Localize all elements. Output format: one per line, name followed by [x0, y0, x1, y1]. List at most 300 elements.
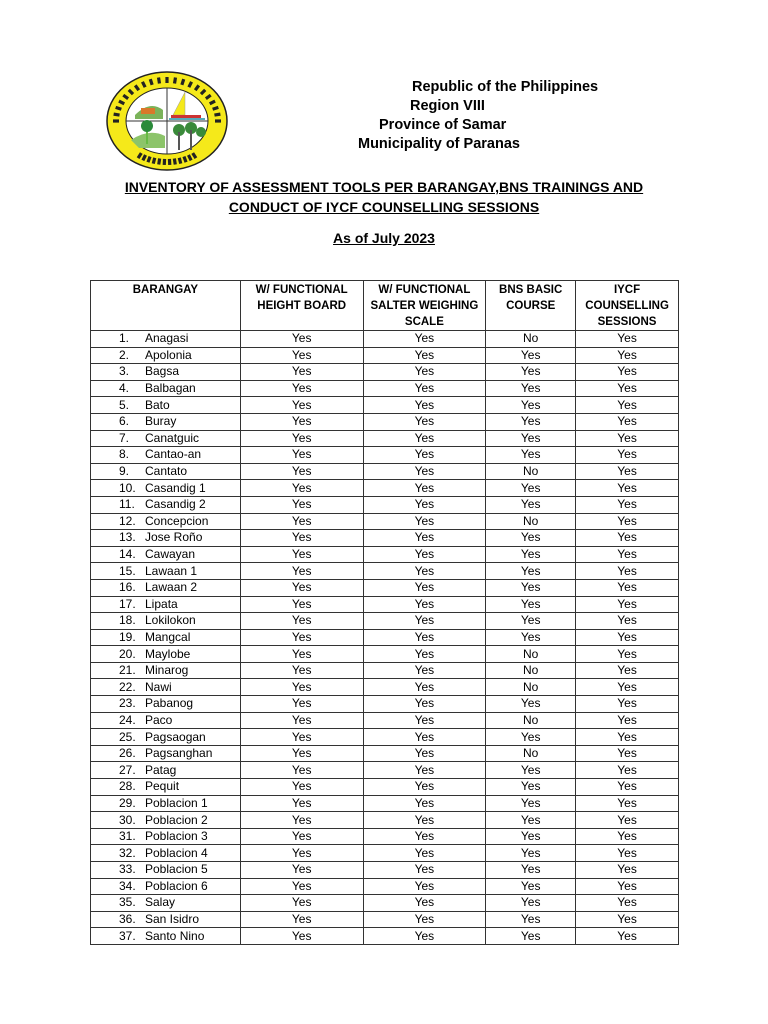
barangay-cell	[91, 331, 241, 348]
barangay-name: Paco	[145, 712, 173, 727]
barangay-name: Cantao-an	[145, 447, 202, 462]
barangay-cell	[91, 845, 241, 862]
iycf-sessions-cell: Yes	[576, 911, 679, 928]
iycf-sessions-cell: Yes	[576, 331, 679, 348]
weighing-scale-cell: Yes	[363, 347, 486, 364]
table-row	[91, 646, 679, 663]
barangay-name: Lawaan 2	[145, 580, 198, 595]
barangay-name: Cantato	[145, 464, 188, 479]
height-board-cell: Yes	[240, 696, 363, 713]
table-row	[91, 928, 679, 945]
iycf-sessions-cell: Yes	[576, 480, 679, 497]
height-board-cell: Yes	[240, 530, 363, 547]
height-board-cell: Yes	[240, 430, 363, 447]
barangay-cell	[91, 795, 241, 812]
bns-course-cell: Yes	[486, 397, 576, 414]
table-row	[91, 496, 679, 513]
bns-course-cell: Yes	[486, 380, 576, 397]
height-board-cell: Yes	[240, 579, 363, 596]
table-row	[91, 878, 679, 895]
iycf-sessions-cell: Yes	[576, 895, 679, 912]
height-board-cell: Yes	[240, 729, 363, 746]
table-row	[91, 696, 679, 713]
height-board-cell: Yes	[240, 413, 363, 430]
seal-lettering-mark	[215, 119, 221, 122]
row-number: 32.	[119, 845, 136, 860]
table-row	[91, 380, 679, 397]
iycf-sessions-cell: Yes	[576, 679, 679, 696]
iycf-sessions-cell: Yes	[576, 712, 679, 729]
bns-course-cell: No	[486, 679, 576, 696]
barangay-cell	[91, 828, 241, 845]
height-board-cell: Yes	[240, 364, 363, 381]
barangay-cell	[91, 347, 241, 364]
barangay-cell	[91, 895, 241, 912]
height-board-cell: Yes	[240, 646, 363, 663]
barangay-cell	[91, 878, 241, 895]
bns-course-cell: No	[486, 331, 576, 348]
table-row	[91, 795, 679, 812]
barangay-name: Poblacion 5	[145, 862, 208, 877]
barangay-cell	[91, 679, 241, 696]
header-municipality: Municipality of Paranas	[358, 136, 520, 152]
as-of-date: As of July 2023	[333, 230, 435, 246]
weighing-scale-cell: Yes	[363, 546, 486, 563]
header-republic: Republic of the Philippines	[412, 79, 599, 95]
barangay-cell	[91, 480, 241, 497]
barangay-name: Salay	[145, 895, 176, 910]
barangay-name: Pagsaogan	[145, 729, 206, 744]
barangay-cell	[91, 579, 241, 596]
barangay-name: San Isidro	[145, 912, 200, 927]
bns-course-cell: Yes	[486, 878, 576, 895]
table-row	[91, 779, 679, 796]
barangay-name: Maylobe	[145, 646, 191, 661]
table-row	[91, 430, 679, 447]
row-number: 23.	[119, 696, 136, 711]
iycf-sessions-cell: Yes	[576, 762, 679, 779]
row-number: 15.	[119, 563, 136, 578]
table-row	[91, 347, 679, 364]
weighing-scale-cell: Yes	[363, 762, 486, 779]
row-number: 31.	[119, 829, 136, 844]
column-header-barangay: BARANGAY	[91, 281, 241, 331]
barangay-cell	[91, 596, 241, 613]
height-board-cell: Yes	[240, 397, 363, 414]
weighing-scale-cell: Yes	[363, 530, 486, 547]
iycf-sessions-cell: Yes	[576, 795, 679, 812]
table-row	[91, 364, 679, 381]
column-header-iycf-sessions: IYCF COUNSELLING SESSIONS	[576, 281, 679, 331]
row-number: 1.	[119, 331, 130, 346]
height-board-cell: Yes	[240, 613, 363, 630]
row-number: 7.	[119, 430, 130, 445]
barangay-name: Minarog	[145, 663, 189, 678]
table-header-row	[91, 281, 679, 331]
bns-course-cell: No	[486, 646, 576, 663]
barangay-cell	[91, 911, 241, 928]
iycf-sessions-cell: Yes	[576, 878, 679, 895]
iycf-sessions-cell: Yes	[576, 613, 679, 630]
row-number: 37.	[119, 928, 136, 943]
municipal-seal-logo	[105, 70, 229, 172]
barangay-cell	[91, 928, 241, 945]
height-board-cell: Yes	[240, 480, 363, 497]
weighing-scale-cell: Yes	[363, 862, 486, 879]
weighing-scale-cell: Yes	[363, 496, 486, 513]
iycf-sessions-cell: Yes	[576, 779, 679, 796]
row-number: 13.	[119, 530, 136, 545]
bns-course-cell: No	[486, 513, 576, 530]
document-title-line1: INVENTORY OF ASSESSMENT TOOLS PER BARANGAY,BNS TRAININGS AND	[124, 179, 644, 195]
iycf-sessions-cell: Yes	[576, 347, 679, 364]
header-province: Province of Samar	[379, 117, 507, 133]
table-row	[91, 762, 679, 779]
bns-course-cell: Yes	[486, 613, 576, 630]
barangay-cell	[91, 413, 241, 430]
weighing-scale-cell: Yes	[363, 331, 486, 348]
table-row	[91, 331, 679, 348]
row-number: 28.	[119, 779, 136, 794]
barangay-cell	[91, 613, 241, 630]
weighing-scale-cell: Yes	[363, 795, 486, 812]
barangay-cell	[91, 629, 241, 646]
iycf-sessions-cell: Yes	[576, 745, 679, 762]
row-number: 21.	[119, 663, 136, 678]
barangay-cell	[91, 397, 241, 414]
bns-course-cell: Yes	[486, 496, 576, 513]
iycf-sessions-cell: Yes	[576, 496, 679, 513]
barangay-name: Concepcion	[145, 513, 209, 528]
bns-course-cell: Yes	[486, 928, 576, 945]
barangay-name: Lokilokon	[145, 613, 196, 628]
iycf-sessions-cell: Yes	[576, 862, 679, 879]
height-board-cell: Yes	[240, 745, 363, 762]
barangay-name: Bato	[145, 397, 170, 412]
bns-course-cell: Yes	[486, 779, 576, 796]
row-number: 25.	[119, 729, 136, 744]
row-number: 17.	[119, 596, 136, 611]
height-board-cell: Yes	[240, 878, 363, 895]
barangay-cell	[91, 762, 241, 779]
barangay-name: Canatguic	[145, 430, 200, 445]
height-board-cell: Yes	[240, 563, 363, 580]
height-board-cell: Yes	[240, 596, 363, 613]
row-number: 22.	[119, 679, 136, 694]
height-board-cell: Yes	[240, 762, 363, 779]
height-board-cell: Yes	[240, 331, 363, 348]
iycf-sessions-cell: Yes	[576, 845, 679, 862]
table-row	[91, 812, 679, 829]
bns-course-cell: Yes	[486, 480, 576, 497]
barangay-name: Poblacion 2	[145, 812, 208, 827]
height-board-cell: Yes	[240, 911, 363, 928]
seal-lettering-mark	[113, 119, 119, 122]
bns-course-cell: No	[486, 463, 576, 480]
weighing-scale-cell: Yes	[363, 447, 486, 464]
bns-course-cell: No	[486, 662, 576, 679]
row-number: 16.	[119, 580, 136, 595]
barangay-cell	[91, 447, 241, 464]
row-number: 33.	[119, 862, 136, 877]
height-board-cell: Yes	[240, 895, 363, 912]
barangay-name: Balbagan	[145, 381, 196, 396]
table-row	[91, 729, 679, 746]
table-row	[91, 613, 679, 630]
height-board-cell: Yes	[240, 828, 363, 845]
table-row	[91, 712, 679, 729]
header-region: Region VIII	[410, 98, 485, 114]
height-board-cell: Yes	[240, 812, 363, 829]
height-board-cell: Yes	[240, 496, 363, 513]
row-number: 24.	[119, 712, 136, 727]
bns-course-cell: Yes	[486, 696, 576, 713]
bns-course-cell: Yes	[486, 596, 576, 613]
barangay-cell	[91, 729, 241, 746]
weighing-scale-cell: Yes	[363, 413, 486, 430]
weighing-scale-cell: Yes	[363, 895, 486, 912]
row-number: 11.	[119, 497, 135, 512]
weighing-scale-cell: Yes	[363, 596, 486, 613]
weighing-scale-cell: Yes	[363, 878, 486, 895]
barangay-cell	[91, 862, 241, 879]
seal-lettering-mark	[163, 159, 166, 165]
iycf-sessions-cell: Yes	[576, 828, 679, 845]
height-board-cell: Yes	[240, 513, 363, 530]
barangay-cell	[91, 430, 241, 447]
column-header-weighing-scale: W/ FUNCTIONAL SALTER WEIGHING SCALE	[363, 281, 486, 331]
barangay-name: Lipata	[145, 596, 178, 611]
barangay-cell	[91, 779, 241, 796]
table-row	[91, 447, 679, 464]
bns-course-cell: Yes	[486, 729, 576, 746]
height-board-cell: Yes	[240, 928, 363, 945]
height-board-cell: Yes	[240, 679, 363, 696]
bns-course-cell: Yes	[486, 795, 576, 812]
iycf-sessions-cell: Yes	[576, 413, 679, 430]
row-number: 35.	[119, 895, 136, 910]
height-board-cell: Yes	[240, 347, 363, 364]
barangay-cell	[91, 696, 241, 713]
table-row	[91, 895, 679, 912]
row-number: 19.	[119, 629, 136, 644]
iycf-sessions-cell: Yes	[576, 563, 679, 580]
barangay-cell	[91, 563, 241, 580]
iycf-sessions-cell: Yes	[576, 447, 679, 464]
barangay-name: Cawayan	[145, 547, 196, 562]
row-number: 9.	[119, 464, 130, 479]
weighing-scale-cell: Yes	[363, 430, 486, 447]
iycf-sessions-cell: Yes	[576, 530, 679, 547]
row-number: 26.	[119, 746, 136, 761]
weighing-scale-cell: Yes	[363, 563, 486, 580]
row-number: 14.	[119, 547, 136, 562]
weighing-scale-cell: Yes	[363, 579, 486, 596]
table-row	[91, 662, 679, 679]
iycf-sessions-cell: Yes	[576, 513, 679, 530]
barangay-name: Poblacion 1	[145, 795, 208, 810]
barangay-cell	[91, 364, 241, 381]
weighing-scale-cell: Yes	[363, 380, 486, 397]
row-number: 5.	[119, 397, 130, 412]
barangay-cell	[91, 712, 241, 729]
table-row	[91, 413, 679, 430]
seal-lettering-mark	[168, 159, 171, 165]
iycf-sessions-cell: Yes	[576, 463, 679, 480]
row-number: 34.	[119, 878, 136, 893]
height-board-cell: Yes	[240, 845, 363, 862]
height-board-cell: Yes	[240, 662, 363, 679]
barangay-name: Casandig 2	[145, 497, 206, 512]
weighing-scale-cell: Yes	[363, 513, 486, 530]
bns-course-cell: Yes	[486, 347, 576, 364]
column-header-height-board: W/ FUNCTIONAL HEIGHT BOARD	[240, 281, 363, 331]
barangay-cell	[91, 662, 241, 679]
iycf-sessions-cell: Yes	[576, 364, 679, 381]
iycf-sessions-cell: Yes	[576, 430, 679, 447]
table-body	[91, 331, 679, 945]
table-row	[91, 513, 679, 530]
bns-course-cell: Yes	[486, 563, 576, 580]
weighing-scale-cell: Yes	[363, 812, 486, 829]
iycf-sessions-cell: Yes	[576, 729, 679, 746]
weighing-scale-cell: Yes	[363, 679, 486, 696]
barangay-name: Anagasi	[145, 331, 189, 346]
height-board-cell: Yes	[240, 380, 363, 397]
weighing-scale-cell: Yes	[363, 845, 486, 862]
weighing-scale-cell: Yes	[363, 828, 486, 845]
inventory-table	[90, 280, 679, 945]
barangay-name: Apolonia	[145, 347, 192, 362]
weighing-scale-cell: Yes	[363, 928, 486, 945]
table-row	[91, 563, 679, 580]
bns-course-cell: Yes	[486, 530, 576, 547]
barangay-name: Jose Roño	[145, 530, 203, 545]
row-number: 4.	[119, 381, 130, 396]
barangay-name: Patag	[145, 762, 177, 777]
bns-course-cell: Yes	[486, 413, 576, 430]
weighing-scale-cell: Yes	[363, 646, 486, 663]
iycf-sessions-cell: Yes	[576, 546, 679, 563]
table-row	[91, 862, 679, 879]
barangay-cell	[91, 646, 241, 663]
iycf-sessions-cell: Yes	[576, 397, 679, 414]
height-board-cell: Yes	[240, 862, 363, 879]
table-row	[91, 579, 679, 596]
iycf-sessions-cell: Yes	[576, 629, 679, 646]
barangay-name: Bagsa	[145, 364, 180, 379]
row-number: 6.	[119, 414, 130, 429]
row-number: 2.	[119, 347, 130, 362]
row-number: 27.	[119, 762, 136, 777]
bns-course-cell: Yes	[486, 629, 576, 646]
barangay-name: Lawaan 1	[145, 563, 198, 578]
weighing-scale-cell: Yes	[363, 745, 486, 762]
barangay-name: Nawi	[145, 679, 172, 694]
weighing-scale-cell: Yes	[363, 696, 486, 713]
barangay-cell	[91, 496, 241, 513]
weighing-scale-cell: Yes	[363, 480, 486, 497]
row-number: 10.	[119, 480, 136, 495]
table-row	[91, 596, 679, 613]
weighing-scale-cell: Yes	[363, 662, 486, 679]
barangay-name: Mangcal	[145, 629, 191, 644]
barangay-name: Buray	[145, 414, 177, 429]
row-number: 8.	[119, 447, 130, 462]
weighing-scale-cell: Yes	[363, 364, 486, 381]
table-row	[91, 911, 679, 928]
barangay-cell	[91, 513, 241, 530]
barangay-cell	[91, 380, 241, 397]
iycf-sessions-cell: Yes	[576, 696, 679, 713]
bns-course-cell: Yes	[486, 895, 576, 912]
barangay-name: Poblacion 3	[145, 829, 208, 844]
seal-lettering-mark	[165, 77, 168, 83]
bns-course-cell: Yes	[486, 762, 576, 779]
row-number: 18.	[119, 613, 136, 628]
weighing-scale-cell: Yes	[363, 712, 486, 729]
table-row	[91, 745, 679, 762]
height-board-cell: Yes	[240, 447, 363, 464]
weighing-scale-cell: Yes	[363, 463, 486, 480]
height-board-cell: Yes	[240, 463, 363, 480]
bns-course-cell: No	[486, 712, 576, 729]
iycf-sessions-cell: Yes	[576, 596, 679, 613]
bns-course-cell: Yes	[486, 828, 576, 845]
bns-course-cell: Yes	[486, 579, 576, 596]
weighing-scale-cell: Yes	[363, 613, 486, 630]
height-board-cell: Yes	[240, 712, 363, 729]
table-row	[91, 679, 679, 696]
bns-course-cell: No	[486, 745, 576, 762]
column-header-bns-course: BNS BASIC COURSE	[486, 281, 576, 331]
weighing-scale-cell: Yes	[363, 911, 486, 928]
bns-course-cell: Yes	[486, 845, 576, 862]
height-board-cell: Yes	[240, 546, 363, 563]
bns-course-cell: Yes	[486, 447, 576, 464]
bns-course-cell: Yes	[486, 364, 576, 381]
bns-course-cell: Yes	[486, 812, 576, 829]
bns-course-cell: Yes	[486, 430, 576, 447]
table-row	[91, 480, 679, 497]
bns-course-cell: Yes	[486, 911, 576, 928]
weighing-scale-cell: Yes	[363, 629, 486, 646]
iycf-sessions-cell: Yes	[576, 812, 679, 829]
table-row	[91, 397, 679, 414]
iycf-sessions-cell: Yes	[576, 662, 679, 679]
bns-course-cell: Yes	[486, 546, 576, 563]
table-row	[91, 828, 679, 845]
iycf-sessions-cell: Yes	[576, 579, 679, 596]
barangay-cell	[91, 463, 241, 480]
bns-course-cell: Yes	[486, 862, 576, 879]
table-row	[91, 629, 679, 646]
table-row	[91, 546, 679, 563]
iycf-sessions-cell: Yes	[576, 646, 679, 663]
iycf-sessions-cell: Yes	[576, 380, 679, 397]
barangay-cell	[91, 546, 241, 563]
row-number: 20.	[119, 646, 136, 661]
barangay-name: Poblacion 6	[145, 878, 208, 893]
row-number: 36.	[119, 912, 136, 927]
barangay-cell	[91, 812, 241, 829]
table-row	[91, 530, 679, 547]
barangay-cell	[91, 745, 241, 762]
weighing-scale-cell: Yes	[363, 397, 486, 414]
table-row	[91, 845, 679, 862]
row-number: 3.	[119, 364, 130, 379]
barangay-name: Santo Nino	[145, 928, 205, 943]
